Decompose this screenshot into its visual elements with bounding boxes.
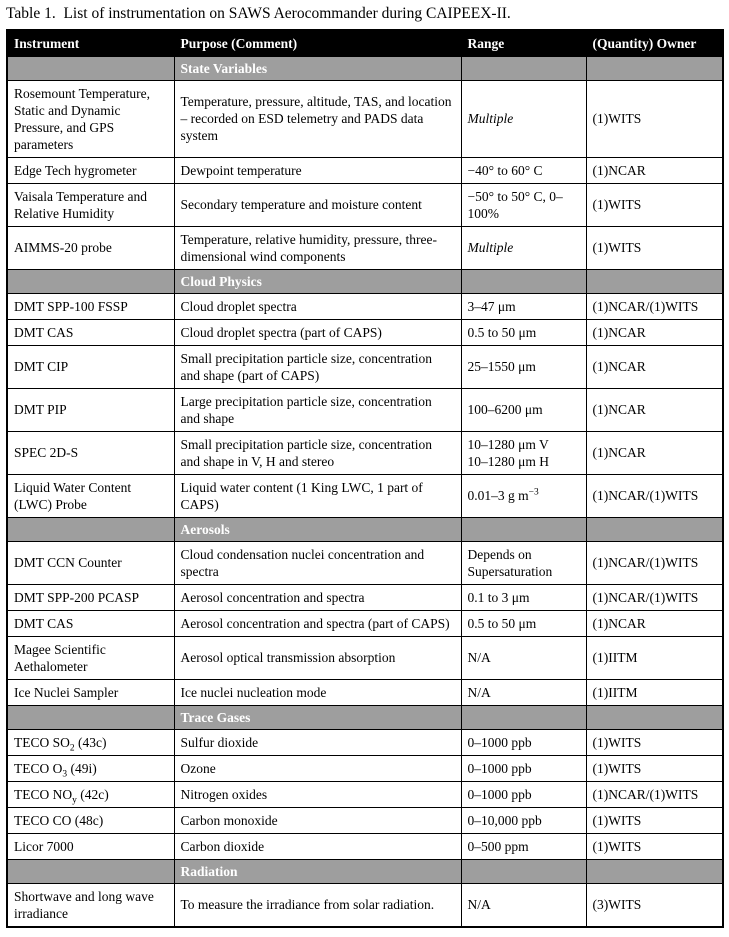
owner-cell: (1)NCAR bbox=[586, 319, 723, 345]
owner-cell: (1)NCAR/(1)WITS bbox=[586, 781, 723, 807]
table-row bbox=[7, 80, 723, 157]
range-cell: 3–47 μm bbox=[461, 293, 586, 319]
table-row bbox=[7, 610, 723, 636]
table-row bbox=[7, 226, 723, 269]
owner-cell: (1)NCAR/(1)WITS bbox=[586, 584, 723, 610]
purpose-cell: Dewpoint temperature bbox=[174, 157, 461, 183]
section-empty-cell bbox=[586, 56, 723, 80]
purpose-cell: Aerosol concentration and spectra (part of CAPS) bbox=[174, 610, 461, 636]
range-cell: N/A bbox=[461, 679, 586, 705]
instrument-cell: DMT CAS bbox=[7, 319, 174, 345]
instrument-cell: Edge Tech hygrometer bbox=[7, 157, 174, 183]
owner-cell: (1)WITS bbox=[586, 755, 723, 781]
range-cell: 25–1550 μm bbox=[461, 345, 586, 388]
table-row bbox=[7, 781, 723, 807]
instrument-cell: TECO $SO_2$ (43c) bbox=[7, 729, 174, 755]
owner-cell: (1)NCAR bbox=[586, 345, 723, 388]
range-cell: 0–1000 ppb bbox=[461, 781, 586, 807]
section-empty-cell bbox=[7, 859, 174, 883]
owner-cell: (1)NCAR bbox=[586, 610, 723, 636]
table-row bbox=[7, 636, 723, 679]
section-empty-cell bbox=[461, 56, 586, 80]
purpose-cell: Temperature, relative humidity, pressure, three-dimensional wind components bbox=[174, 226, 461, 269]
table-row bbox=[7, 807, 723, 833]
range-cell: 0.5 to 50 μm bbox=[461, 319, 586, 345]
owner-cell: (1)NCAR/(1)WITS bbox=[586, 541, 723, 584]
section-empty-cell bbox=[461, 859, 586, 883]
range-cell: N/A bbox=[461, 636, 586, 679]
purpose-cell: Secondary temperature and moisture content bbox=[174, 183, 461, 226]
instrument-cell: TECO $O_3$ (49i) bbox=[7, 755, 174, 781]
instrument-cell: Ice Nuclei Sampler bbox=[7, 679, 174, 705]
instrument-cell: Shortwave and long wave irradiance bbox=[7, 883, 174, 927]
purpose-cell: Cloud droplet spectra bbox=[174, 293, 461, 319]
purpose-cell: Carbon dioxide bbox=[174, 833, 461, 859]
instrument-cell: DMT CIP bbox=[7, 345, 174, 388]
table-caption: Table 1. List of instrumentation on SAWS Aerocommander during CAIPEEX-II. bbox=[6, 5, 511, 22]
table-row bbox=[7, 157, 723, 183]
owner-cell: (1)WITS bbox=[586, 807, 723, 833]
owner-cell: (1)WITS bbox=[586, 183, 723, 226]
owner-cell: (3)WITS bbox=[586, 883, 723, 927]
section-empty-cell bbox=[586, 269, 723, 293]
section-row-cloud-physics bbox=[7, 269, 723, 293]
table-row bbox=[7, 584, 723, 610]
purpose-cell: Temperature, pressure, altitude, TAS, and location – recorded on ESD telemetry and PADS data system bbox=[174, 80, 461, 157]
section-empty-cell bbox=[7, 517, 174, 541]
section-row-state-variables bbox=[7, 56, 723, 80]
table-row bbox=[7, 319, 723, 345]
range-cell: 0–10,000 ppb bbox=[461, 807, 586, 833]
owner-cell: (1)NCAR bbox=[586, 157, 723, 183]
table-row bbox=[7, 541, 723, 584]
instrument-cell: SPEC 2D-S bbox=[7, 431, 174, 474]
range-cell: 0.1 to 3 μm bbox=[461, 584, 586, 610]
table-row bbox=[7, 883, 723, 927]
owner-cell: (1)NCAR/(1)WITS bbox=[586, 293, 723, 319]
table-row bbox=[7, 755, 723, 781]
instrumentation-table bbox=[6, 29, 724, 928]
section-label: Cloud Physics bbox=[174, 269, 461, 293]
instrument-cell: DMT PIP bbox=[7, 388, 174, 431]
purpose-cell: Nitrogen oxides bbox=[174, 781, 461, 807]
table-row bbox=[7, 729, 723, 755]
owner-cell: (1)NCAR bbox=[586, 431, 723, 474]
section-empty-cell bbox=[586, 705, 723, 729]
purpose-cell: Ice nuclei nucleation mode bbox=[174, 679, 461, 705]
instrument-cell: DMT CAS bbox=[7, 610, 174, 636]
section-empty-cell bbox=[461, 705, 586, 729]
section-empty-cell bbox=[7, 269, 174, 293]
section-label: Radiation bbox=[174, 859, 461, 883]
instrument-cell: TECO CO (48c) bbox=[7, 807, 174, 833]
range-cell: Multiple bbox=[461, 226, 586, 269]
instrument-cell: Rosemount Temperature, Static and Dynamic Pressure, and GPS parameters bbox=[7, 80, 174, 157]
table-row bbox=[7, 388, 723, 431]
range-cell: 100–6200 μm bbox=[461, 388, 586, 431]
section-row-aerosols bbox=[7, 517, 723, 541]
instrument-cell: Licor 7000 bbox=[7, 833, 174, 859]
section-empty-cell bbox=[586, 517, 723, 541]
instrument-cell: Vaisala Temperature and Relative Humidity bbox=[7, 183, 174, 226]
owner-cell: (1)WITS bbox=[586, 226, 723, 269]
purpose-cell: Small precipitation particle size, concentration and shape in V, H and stereo bbox=[174, 431, 461, 474]
range-cell: 0–1000 ppb bbox=[461, 755, 586, 781]
section-label: State Variables bbox=[174, 56, 461, 80]
instrument-cell: Liquid Water Content (LWC) Probe bbox=[7, 474, 174, 517]
purpose-cell: Large precipitation particle size, concentration and shape bbox=[174, 388, 461, 431]
section-empty-cell bbox=[461, 269, 586, 293]
owner-cell: (1)NCAR bbox=[586, 388, 723, 431]
owner-cell: (1)IITM bbox=[586, 636, 723, 679]
range-cell: −40° to 60° C bbox=[461, 157, 586, 183]
owner-cell: (1)WITS bbox=[586, 80, 723, 157]
column-header-purpose: Purpose (Comment) bbox=[174, 30, 461, 57]
instrument-cell: Magee Scientific Aethalometer bbox=[7, 636, 174, 679]
purpose-cell: Aerosol optical transmission absorption bbox=[174, 636, 461, 679]
purpose-cell: Aerosol concentration and spectra bbox=[174, 584, 461, 610]
owner-cell: (1)NCAR/(1)WITS bbox=[586, 474, 723, 517]
section-empty-cell bbox=[461, 517, 586, 541]
range-cell: 0–500 ppm bbox=[461, 833, 586, 859]
purpose-cell: Sulfur dioxide bbox=[174, 729, 461, 755]
purpose-cell: To measure the irradiance from solar radiation. bbox=[174, 883, 461, 927]
section-label: Trace Gases bbox=[174, 705, 461, 729]
header-row bbox=[7, 30, 723, 57]
owner-cell: (1)IITM bbox=[586, 679, 723, 705]
purpose-cell: Liquid water content (1 King LWC, 1 part of CAPS) bbox=[174, 474, 461, 517]
range-cell: Depends on Supersaturation bbox=[461, 541, 586, 584]
instrument-cell: DMT SPP-100 FSSP bbox=[7, 293, 174, 319]
table-row bbox=[7, 679, 723, 705]
range-cell: 10–1280 μm V 10–1280 μm H bbox=[461, 431, 586, 474]
range-cell: 0.01–3 g $m^{-3}$ bbox=[461, 474, 586, 517]
section-row-radiation bbox=[7, 859, 723, 883]
purpose-cell: Cloud condensation nuclei concentration and spectra bbox=[174, 541, 461, 584]
owner-cell: (1)WITS bbox=[586, 729, 723, 755]
column-header-instrument: Instrument bbox=[7, 30, 174, 57]
range-cell: 0.5 to 50 μm bbox=[461, 610, 586, 636]
table-row bbox=[7, 833, 723, 859]
purpose-cell: Cloud droplet spectra (part of CAPS) bbox=[174, 319, 461, 345]
instrument-cell: AIMMS-20 probe bbox=[7, 226, 174, 269]
table-row bbox=[7, 345, 723, 388]
section-empty-cell bbox=[586, 859, 723, 883]
column-header-range: Range bbox=[461, 30, 586, 57]
range-cell: 0–1000 ppb bbox=[461, 729, 586, 755]
purpose-cell: Small precipitation particle size, concentration and shape (part of CAPS) bbox=[174, 345, 461, 388]
section-label: Aerosols bbox=[174, 517, 461, 541]
table-header bbox=[7, 30, 723, 57]
instrument-cell: DMT CCN Counter bbox=[7, 541, 174, 584]
owner-cell: (1)WITS bbox=[586, 833, 723, 859]
table-row bbox=[7, 183, 723, 226]
range-cell: N/A bbox=[461, 883, 586, 927]
section-empty-cell bbox=[7, 705, 174, 729]
range-cell: −50° to 50° C, 0–100% bbox=[461, 183, 586, 226]
table-body bbox=[7, 56, 723, 927]
table-row bbox=[7, 431, 723, 474]
section-row-trace-gases bbox=[7, 705, 723, 729]
range-cell: Multiple bbox=[461, 80, 586, 157]
section-empty-cell bbox=[7, 56, 174, 80]
purpose-cell: Ozone bbox=[174, 755, 461, 781]
column-header-owner: (Quantity) Owner bbox=[586, 30, 723, 57]
instrument-cell: DMT SPP-200 PCASP bbox=[7, 584, 174, 610]
table-row bbox=[7, 293, 723, 319]
instrument-cell: TECO $NO_y$ (42c) bbox=[7, 781, 174, 807]
table-row bbox=[7, 474, 723, 517]
purpose-cell: Carbon monoxide bbox=[174, 807, 461, 833]
